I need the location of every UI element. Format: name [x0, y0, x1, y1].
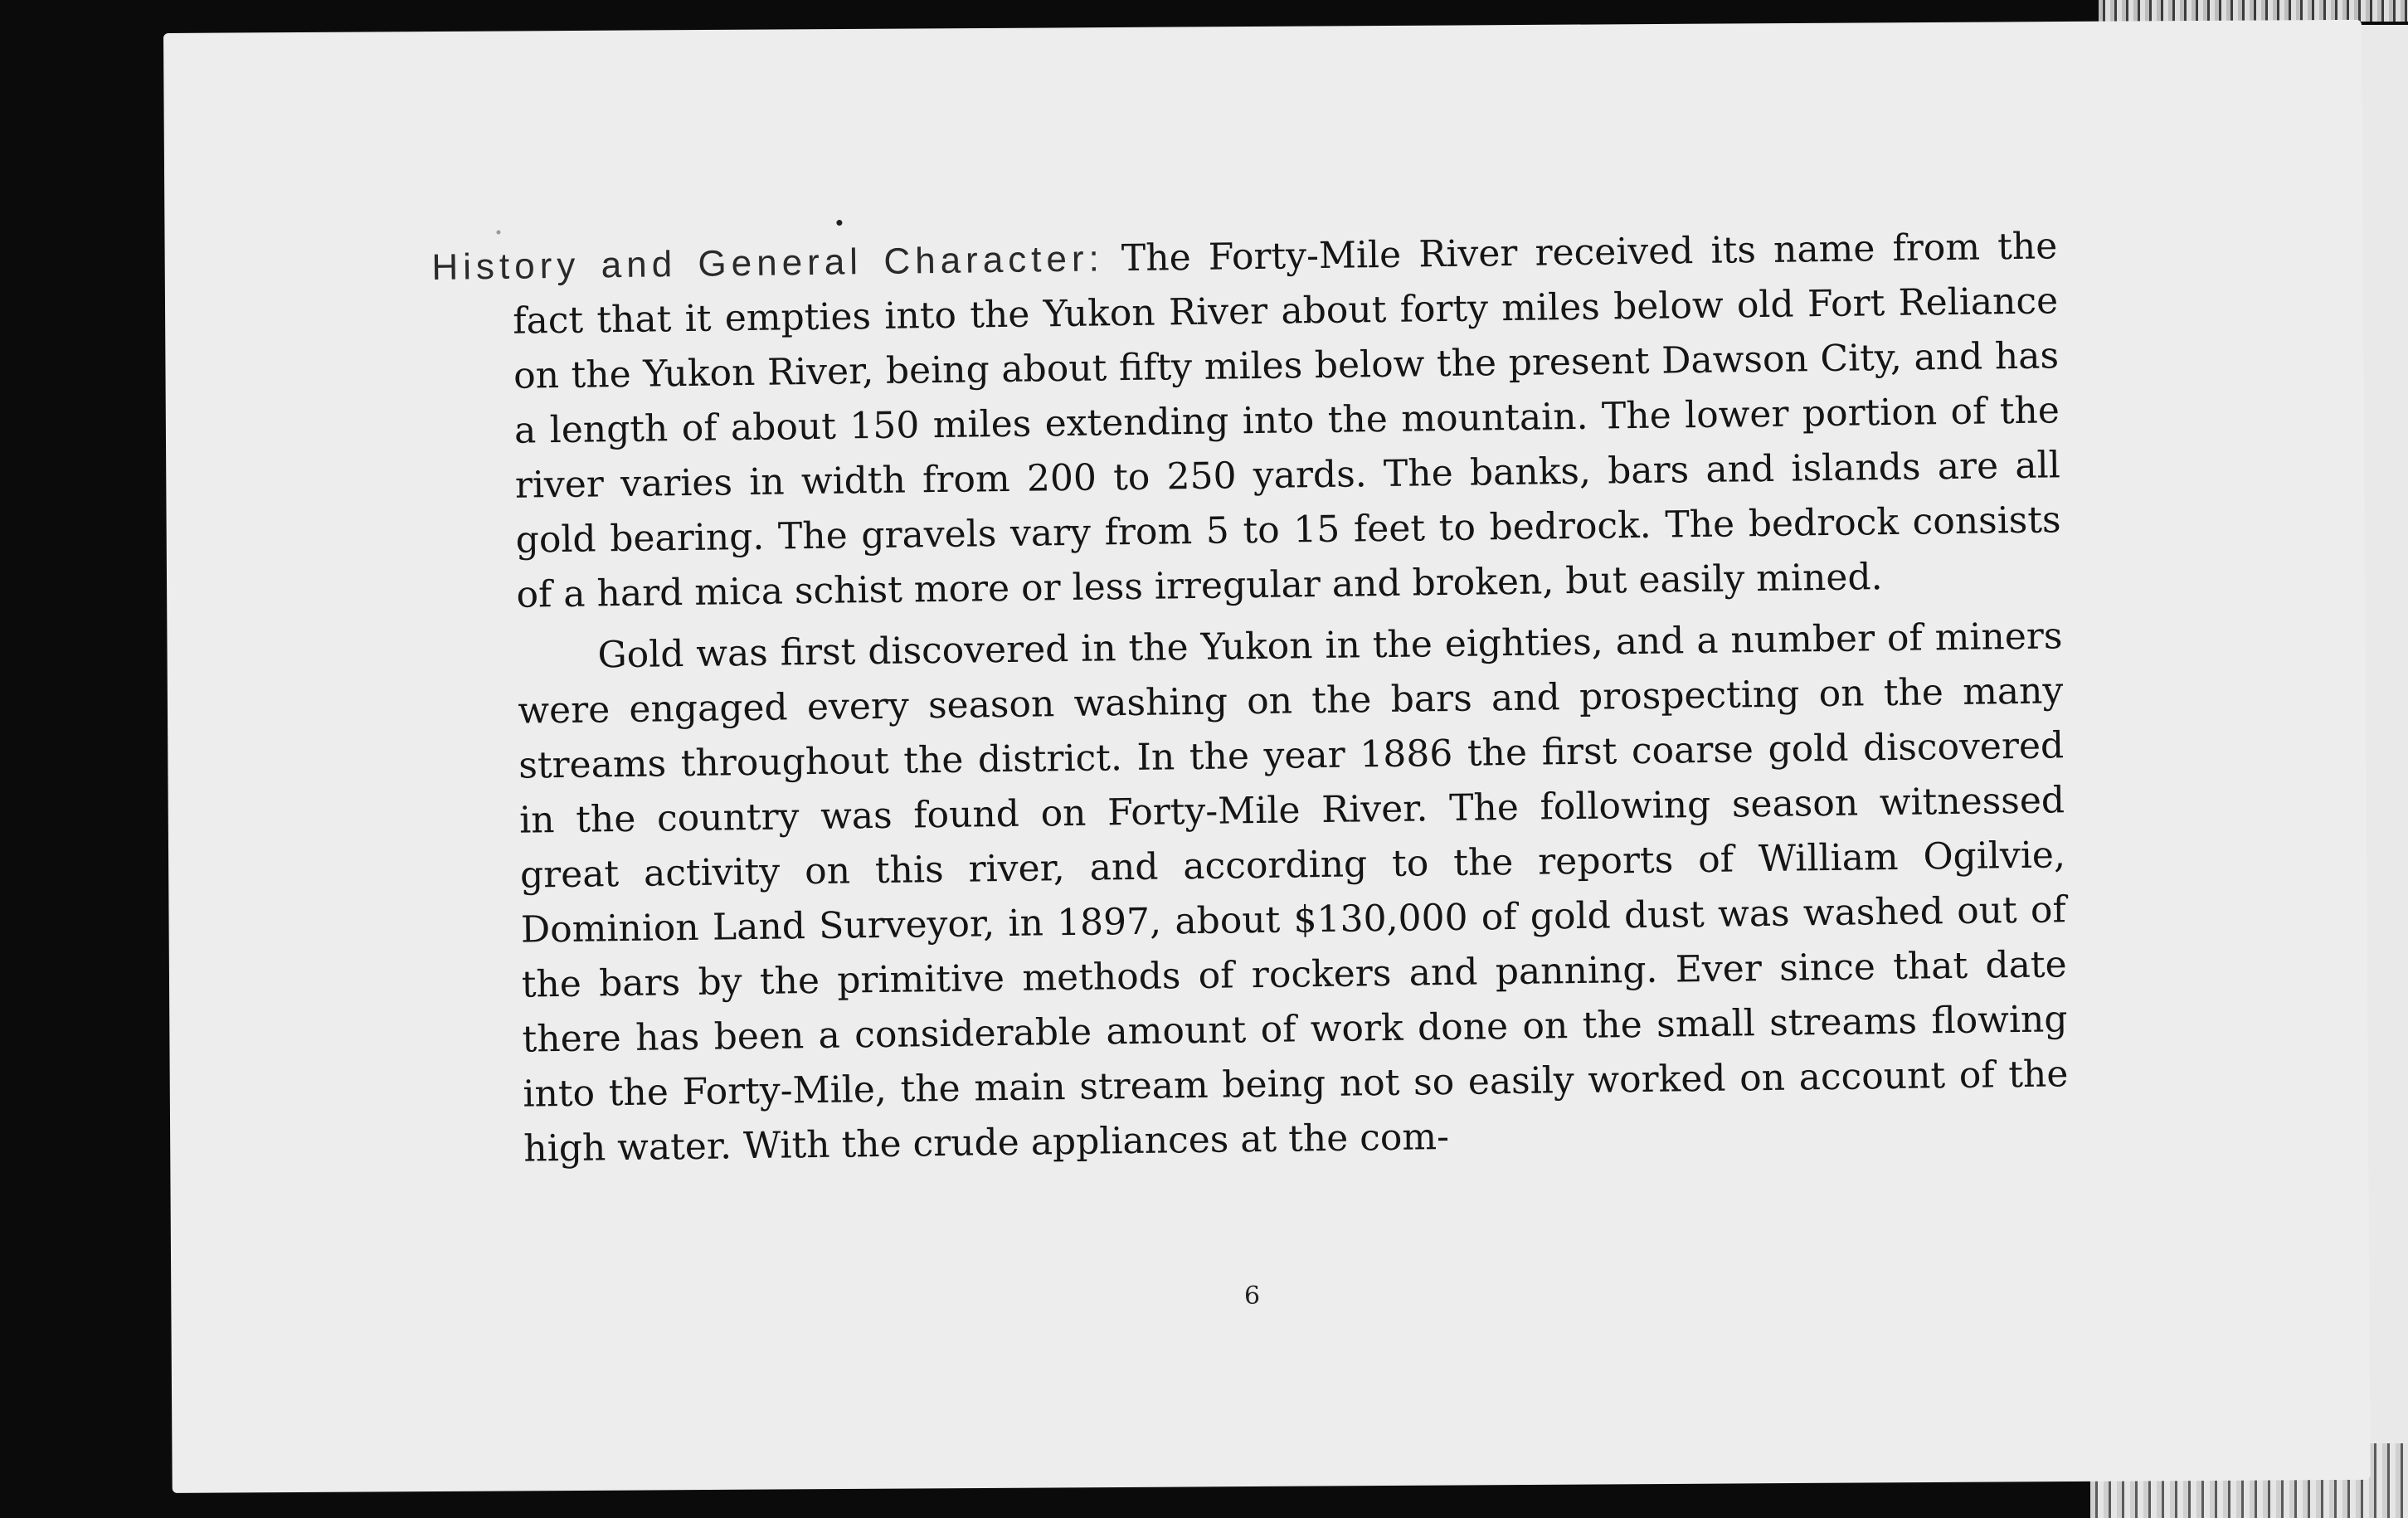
ink-speck: [836, 220, 842, 226]
paragraph-1: [431, 219, 2062, 624]
paragraph-1-text: The Forty-Mile River received its name from the fact that it empties into the Yukon River about forty miles below old Fort Reliance on the Yukon River, being about fifty miles below the present Dawson City, and has a length of about 150 miles extending into the mountain. The lower portion of the river varies in width from 200 to 250 yards. The banks, bars and islands are all gold bearing. The gravels vary from 5 to 15 feet to bedrock. The bedrock consists of a hard mica schist more or less irregular and broken, but easily mined.: [512, 225, 2061, 616]
paragraph-2-text: Gold was first discovered in the Yukon in the eighties, and a number of miners were engaged every season washing on the bars and prospecting on the many streams throughout the district. In the year 1886 the first coarse gold discovered in the country was found on Forty-Mile River. The following season witnessed great activity on this river, and according to the reports of William Ogilvie, Dominion Land Surveyor, in 1897, about $130,000 of gold dust was washed out of the bars by the primitive methods of rockers and panning. Ever since that date there has been a considerable amount of work done on the small streams flowing into the Forty-Mile, the main stream being not so easily worked on account of the high water. With the crude appliances at the com-: [518, 615, 2069, 1170]
ink-speck: [496, 231, 500, 235]
page-body-text: [431, 219, 2070, 1178]
page-number: 6: [1244, 1282, 1261, 1311]
paragraph-2: [436, 609, 2069, 1178]
scan-edge-top: [2099, 0, 2408, 22]
section-heading: History and General Character:: [431, 238, 1105, 288]
